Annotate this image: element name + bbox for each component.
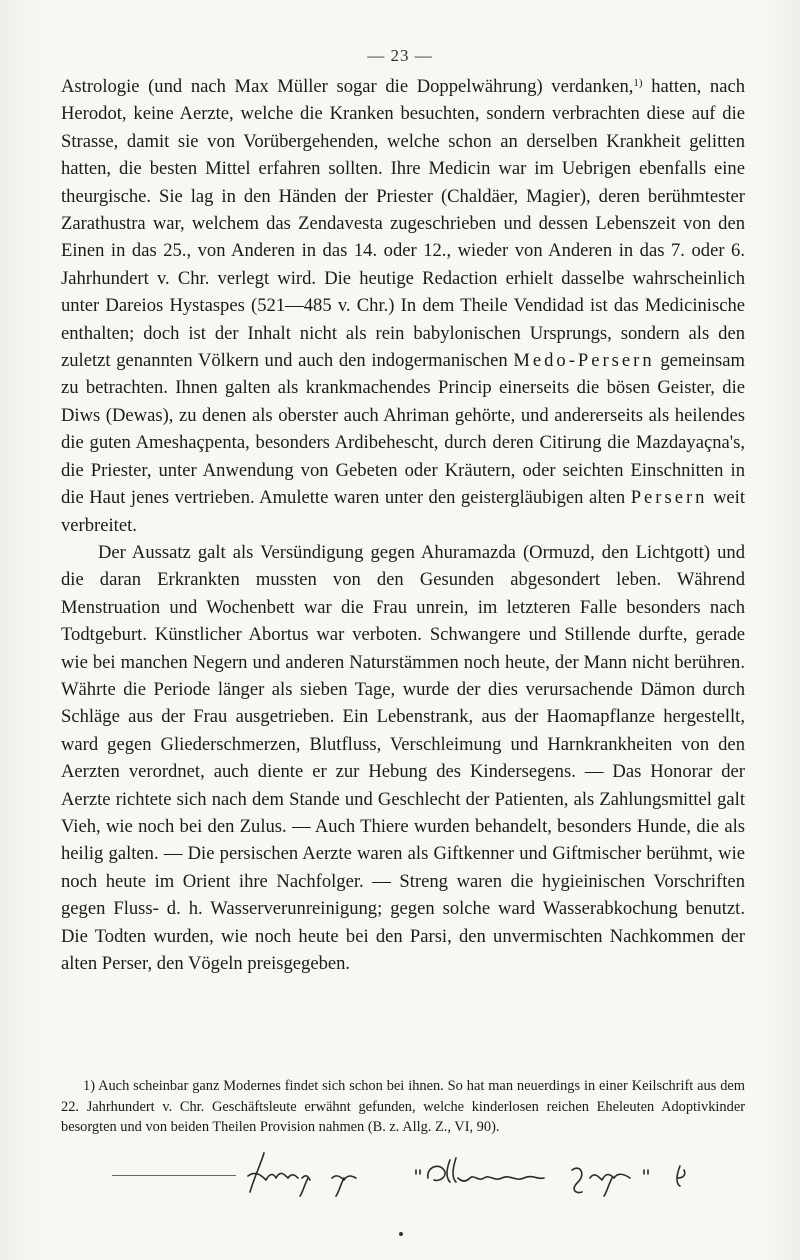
paragraph-1 — [61, 70, 745, 539]
footnote-text: 1) Auch scheinbar ganz Modernes findet sich schon bei ihnen. So hat man neuerdings in einer Keilschrift aus dem 22. Jahrhundert v. Chr. Geschäftsleute erwähnt gefunden, welche kinderlosen reichen Eheleuten Adoptivkinder besorgten und von beiden Theilen Provision nahmen (B. z. Allg. Z., VI, 90). — [61, 1078, 745, 1135]
footnote-underline — [112, 1175, 236, 1176]
ink-speck — [399, 1232, 403, 1236]
handwritten-annotation — [240, 1148, 760, 1198]
paragraph-2: Der Aussatz galt als Versündigung gegen Ahuramazda (Ormuzd, den Lichtgott) und die daran Erkrankten mussten von den Gesunden abgesondert leben. Während Menstruation und Wochenbett war die Frau unrein, im letzteren Falle besonders nach Todtgeburt. Künstlicher Abortus war verboten. Schwangere und Stillende durfte, gerade wie bei manchen Negern und anderen Naturstämmen noch heute, der Mann nicht berühren. Währte die Periode länger als sieben Tage, wurde der dies verursachende Dämon durch Schläge aus der Frau ausgetrieben. Ein Lebenstrank, aus der Haomapflanze hergestellt, ward gegen Gliederschmerzen, Blutfluss, Verschleimung und Harnkrankheiten von den Aerzten verordnet, auch diente er zur Hebung des Kindersegens. — Das Honorar der Aerzte richtete sich nach dem Stande und Geschlecht der Patienten, als Zahlungsmittel galt Vieh, wie noch bei den Zulus. — Auch Thiere wurden behandelt, besonders Hunde, die als heilig galten. — Die persischen Aerzte waren als Giftkenner und Giftmischer berühmt, wie noch heute im Orient ihre Nachfolger. — Streng waren die hygieinischen Vorschriften gegen Fluss- d. h. Wasserverunreinigung; gegen solche ward Wasserabkochung benutzt. Die Todten wurden, wie noch heute bei den Parsi, den unvermischten Nachkommen der alten Perser, den Vögeln preisgegeben. — [61, 541, 745, 974]
paragraph-1-part-c: gemeinsam zu betrachten. Ihnen galten als krankmachendes Princip einerseits die bösen Geister, die Diws (Dewas), zu denen als oberster auch Ahriman gehörte, und andererseits als heilendes die guten Ameshaçpenta, besonders Ardibehescht, durch deren Citirung die Mazdayaçna's, die Priester, unter Anwendung von Gebeten oder Kräutern, oder seichten Einschnitten in die Haut jenes vertrieben. Amulette waren unter den geistergläubigen alten — [61, 350, 745, 509]
paragraph-1-part-b: hatten, nach Herodot, keine Aerzte, welche die Kranken besuchten, sondern verbrachten diese auf die Strasse, damit sie von Vorübergehenden, welche schon an derselben Krankheit gelitten hatten, die besten Mittel erfahren sollten. Ihre Medicin war im Uebrigen ebenfalls eine theurgische. Sie lag in den Händen der Priester (Chaldäer, Magier), deren berühmtester Zarathustra war, welchem das Zendavesta zugeschrieben und dessen Lebenszeit von den Einen in das 25., von Anderen in das 14. oder 12., wieder von Anderen in das 7. oder 6. Jahrhundert v. Chr. verlegt wird. Die heutige Redaction erhielt dasselbe wahrscheinlich unter Dareios Hystaspes (521—485 v. Chr.) In dem Theile Vendidad ist das Medicinische enthalten; doch ist der Inhalt nicht als rein babylonischen Ursprungs, sondern als den zuletzt genannten Völkern und auch den indogermanischen — [61, 76, 745, 372]
footnote — [61, 1076, 745, 1138]
paragraph-1-part-d: weit verbreitet. — [61, 487, 745, 536]
main-text — [61, 70, 745, 977]
term-persern: Persern — [630, 487, 708, 509]
footnote-reference: 1) — [633, 77, 643, 89]
handwriting-scribble — [240, 1148, 760, 1198]
term-medo-persern: Medo-Persern — [513, 350, 655, 372]
paragraph-1-part-a: Astrologie (und nach Max Müller sogar die Doppelwährung) verdanken, — [61, 76, 634, 97]
page-number: — 23 — — [367, 46, 433, 65]
